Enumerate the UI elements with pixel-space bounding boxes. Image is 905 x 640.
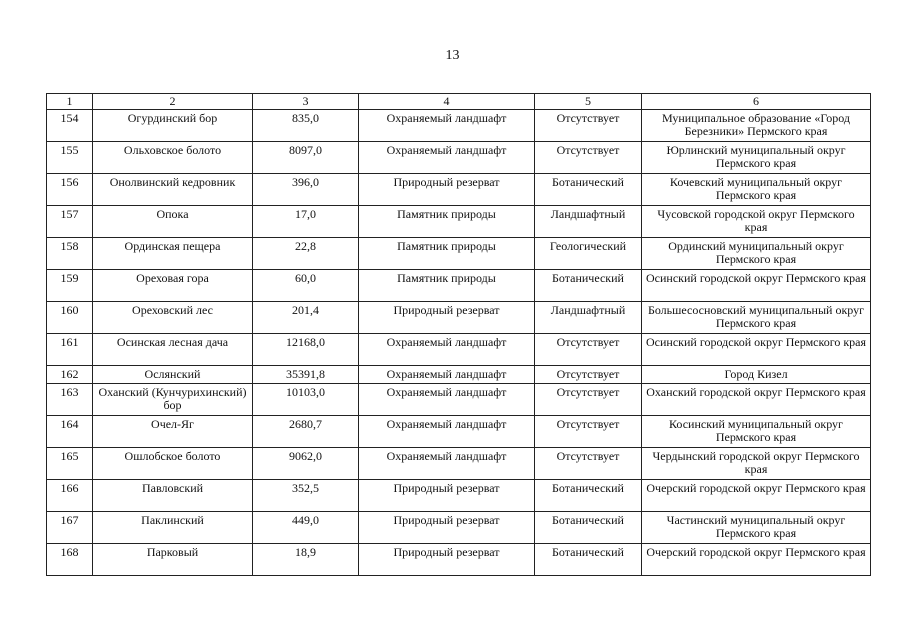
profile-cell: Ботанический bbox=[535, 480, 642, 512]
category-cell: Охраняемый ландшафт bbox=[359, 448, 535, 480]
table-row bbox=[47, 366, 871, 384]
category-cell: Охраняемый ландшафт bbox=[359, 110, 535, 142]
row-number-cell: 164 bbox=[47, 416, 93, 448]
location-cell: Косинский муниципальный округ Пермского края bbox=[642, 416, 871, 448]
row-number-cell: 156 bbox=[47, 174, 93, 206]
profile-cell: Отсутствует bbox=[535, 448, 642, 480]
row-number-cell: 166 bbox=[47, 480, 93, 512]
table-row bbox=[47, 238, 871, 270]
profile-cell: Ландшафтный bbox=[535, 302, 642, 334]
name-cell: Оханский (Кунчурихинский) бор bbox=[93, 384, 253, 416]
table-row bbox=[47, 270, 871, 302]
row-number-cell: 155 bbox=[47, 142, 93, 174]
location-cell: Чусовской городской округ Пермского края bbox=[642, 206, 871, 238]
name-cell: Ольховское болото bbox=[93, 142, 253, 174]
name-cell: Парковый bbox=[93, 544, 253, 576]
location-cell: Кочевский муниципальный округ Пермского края bbox=[642, 174, 871, 206]
category-cell: Охраняемый ландшафт bbox=[359, 334, 535, 366]
row-number-cell: 160 bbox=[47, 302, 93, 334]
location-cell: Оханский городской округ Пермского края bbox=[642, 384, 871, 416]
area-cell: 201,4 bbox=[253, 302, 359, 334]
area-cell: 22,8 bbox=[253, 238, 359, 270]
category-cell: Памятник природы bbox=[359, 238, 535, 270]
location-cell: Очерский городской округ Пермского края bbox=[642, 480, 871, 512]
table-row bbox=[47, 174, 871, 206]
area-cell: 352,5 bbox=[253, 480, 359, 512]
row-number-cell: 163 bbox=[47, 384, 93, 416]
name-cell: Павловский bbox=[93, 480, 253, 512]
area-cell: 12168,0 bbox=[253, 334, 359, 366]
location-cell: Чердынский городской округ Пермского края bbox=[642, 448, 871, 480]
location-cell: Муниципальное образование «Город Березники» Пермского края bbox=[642, 110, 871, 142]
profile-cell: Ландшафтный bbox=[535, 206, 642, 238]
table-row bbox=[47, 448, 871, 480]
table-row bbox=[47, 544, 871, 576]
area-cell: 9062,0 bbox=[253, 448, 359, 480]
area-cell: 10103,0 bbox=[253, 384, 359, 416]
location-cell: Очерский городской округ Пермского края bbox=[642, 544, 871, 576]
category-cell: Природный резерват bbox=[359, 302, 535, 334]
category-cell: Природный резерват bbox=[359, 174, 535, 206]
area-cell: 8097,0 bbox=[253, 142, 359, 174]
header-cell: 2 bbox=[93, 94, 253, 110]
area-cell: 17,0 bbox=[253, 206, 359, 238]
table-row bbox=[47, 480, 871, 512]
header-cell: 4 bbox=[359, 94, 535, 110]
location-cell: Ординский муниципальный округ Пермского края bbox=[642, 238, 871, 270]
table-row bbox=[47, 206, 871, 238]
name-cell: Огурдинский бор bbox=[93, 110, 253, 142]
table-row bbox=[47, 302, 871, 334]
table-row bbox=[47, 110, 871, 142]
header-cell: 3 bbox=[253, 94, 359, 110]
row-number-cell: 154 bbox=[47, 110, 93, 142]
profile-cell: Ботанический bbox=[535, 544, 642, 576]
area-cell: 449,0 bbox=[253, 512, 359, 544]
name-cell: Осинская лесная дача bbox=[93, 334, 253, 366]
area-cell: 60,0 bbox=[253, 270, 359, 302]
header-cell: 1 bbox=[47, 94, 93, 110]
location-cell: Осинский городской округ Пермского края bbox=[642, 334, 871, 366]
profile-cell: Ботанический bbox=[535, 174, 642, 206]
area-cell: 396,0 bbox=[253, 174, 359, 206]
row-number-cell: 162 bbox=[47, 366, 93, 384]
name-cell: Ослянский bbox=[93, 366, 253, 384]
row-number-cell: 167 bbox=[47, 512, 93, 544]
table-header-row bbox=[47, 94, 871, 110]
table-row bbox=[47, 142, 871, 174]
location-cell: Юрлинский муниципальный округ Пермского края bbox=[642, 142, 871, 174]
profile-cell: Отсутствует bbox=[535, 110, 642, 142]
name-cell: Паклинский bbox=[93, 512, 253, 544]
page-number: 13 bbox=[445, 48, 460, 63]
row-number-cell: 159 bbox=[47, 270, 93, 302]
profile-cell: Ботанический bbox=[535, 270, 642, 302]
name-cell: Опока bbox=[93, 206, 253, 238]
row-number-cell: 158 bbox=[47, 238, 93, 270]
table-row bbox=[47, 416, 871, 448]
name-cell: Ореховский лес bbox=[93, 302, 253, 334]
row-number-cell: 165 bbox=[47, 448, 93, 480]
name-cell: Очел-Яг bbox=[93, 416, 253, 448]
profile-cell: Отсутствует bbox=[535, 142, 642, 174]
category-cell: Охраняемый ландшафт bbox=[359, 384, 535, 416]
category-cell: Памятник природы bbox=[359, 270, 535, 302]
table-row bbox=[47, 334, 871, 366]
header-cell: 5 bbox=[535, 94, 642, 110]
table-row bbox=[47, 512, 871, 544]
name-cell: Ореховая гора bbox=[93, 270, 253, 302]
profile-cell: Отсутствует bbox=[535, 384, 642, 416]
location-cell: Осинский городской округ Пермского края bbox=[642, 270, 871, 302]
category-cell: Охраняемый ландшафт bbox=[359, 142, 535, 174]
category-cell: Природный резерват bbox=[359, 480, 535, 512]
category-cell: Природный резерват bbox=[359, 544, 535, 576]
name-cell: Ординская пещера bbox=[93, 238, 253, 270]
name-cell: Ошлобское болото bbox=[93, 448, 253, 480]
area-cell: 18,9 bbox=[253, 544, 359, 576]
profile-cell: Отсутствует bbox=[535, 366, 642, 384]
registry-table bbox=[46, 93, 871, 576]
profile-cell: Отсутствует bbox=[535, 334, 642, 366]
profile-cell: Ботанический bbox=[535, 512, 642, 544]
category-cell: Природный резерват bbox=[359, 512, 535, 544]
category-cell: Охраняемый ландшафт bbox=[359, 366, 535, 384]
category-cell: Охраняемый ландшафт bbox=[359, 416, 535, 448]
row-number-cell: 168 bbox=[47, 544, 93, 576]
area-cell: 835,0 bbox=[253, 110, 359, 142]
location-cell: Город Кизел bbox=[642, 366, 871, 384]
profile-cell: Отсутствует bbox=[535, 416, 642, 448]
profile-cell: Геологический bbox=[535, 238, 642, 270]
area-cell: 35391,8 bbox=[253, 366, 359, 384]
location-cell: Большесосновский муниципальный округ Пермского края bbox=[642, 302, 871, 334]
table-row bbox=[47, 384, 871, 416]
row-number-cell: 157 bbox=[47, 206, 93, 238]
area-cell: 2680,7 bbox=[253, 416, 359, 448]
location-cell: Частинский муниципальный округ Пермского края bbox=[642, 512, 871, 544]
name-cell: Онолвинский кедровник bbox=[93, 174, 253, 206]
category-cell: Памятник природы bbox=[359, 206, 535, 238]
header-cell: 6 bbox=[642, 94, 871, 110]
row-number-cell: 161 bbox=[47, 334, 93, 366]
